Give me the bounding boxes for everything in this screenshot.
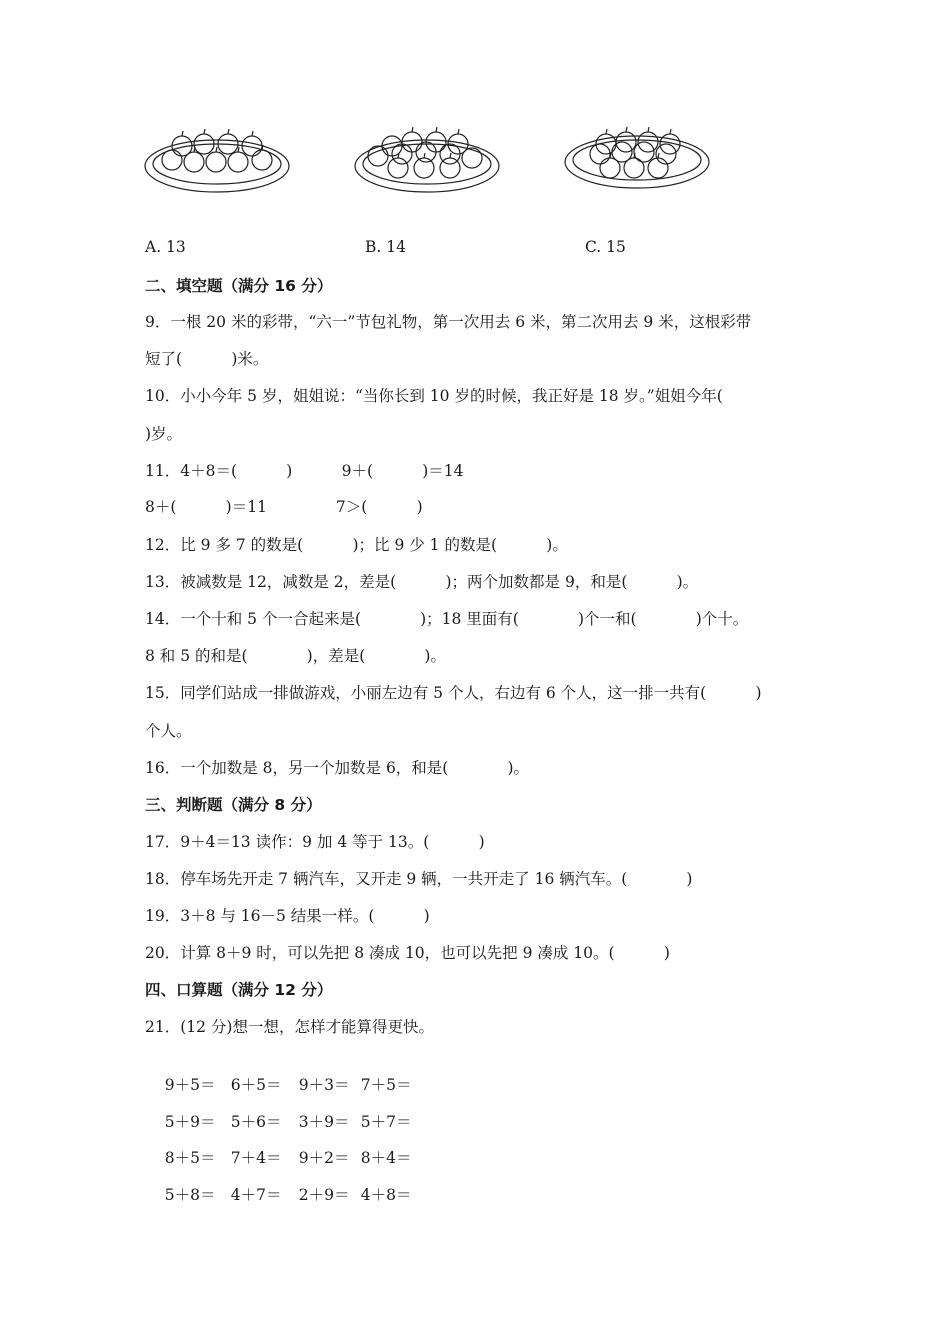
arithmetic-item: 9＋2＝ <box>298 1149 350 1167</box>
option-a: A. 13 <box>145 238 186 256</box>
question-11-line2: 8＋( )＝11 7＞( ) <box>145 498 423 516</box>
apple-plates-illustration <box>140 118 740 208</box>
arithmetic-row <box>145 1165 411 1223</box>
section3-heading: 三、判断题（满分 8 分） <box>145 796 322 814</box>
question-16: 16．一个加数是 8，另一个加数是 6，和是( )。 <box>145 759 530 777</box>
arithmetic-item: 9＋3＝ <box>298 1076 350 1094</box>
arithmetic-item: 9＋5＝ <box>164 1076 216 1094</box>
arithmetic-item: 7＋5＝ <box>360 1076 412 1094</box>
question-19: 19．3＋8 与 16－5 结果一样。( ) <box>145 907 430 925</box>
arithmetic-item: 6＋5＝ <box>230 1076 282 1094</box>
plate-c-image <box>562 118 712 198</box>
option-c: C. 15 <box>585 238 626 256</box>
question-20: 20．计算 8＋9 时，可以先把 8 凑成 10，也可以先把 9 凑成 10。( ) <box>145 944 670 962</box>
question-21: 21．(12 分)想一想，怎样才能算得更快。 <box>145 1018 434 1036</box>
question-18: 18．停车场先开走 7 辆汽车，又开走 9 辆，一共开走了 16 辆汽车。( ) <box>145 870 693 888</box>
arithmetic-item: 3＋9＝ <box>298 1113 350 1131</box>
arithmetic-item: 5＋9＝ <box>164 1113 216 1131</box>
question-14-line1: 14．一个十和 5 个一合起来是( )；18 里面有( )个一和( )个十。 <box>145 610 749 628</box>
arithmetic-item: 4＋7＝ <box>230 1186 282 1204</box>
plate-b-image <box>352 118 502 198</box>
question-11-line1: 11．4＋8＝( ) 9＋( )＝14 <box>145 462 464 480</box>
arithmetic-item: 8＋4＝ <box>360 1149 412 1167</box>
arithmetic-item: 5＋6＝ <box>230 1113 282 1131</box>
arithmetic-item: 2＋9＝ <box>298 1186 350 1204</box>
arithmetic-item: 5＋7＝ <box>360 1113 412 1131</box>
question-12: 12．比 9 多 7 的数是( )；比 9 少 1 的数是( )。 <box>145 536 568 554</box>
question-9-line2: 短了( )米。 <box>145 350 269 368</box>
question-13: 13．被减数是 12，减数是 2，差是( )；两个加数都是 9，和是( )。 <box>145 573 699 591</box>
option-b: B. 14 <box>365 238 406 256</box>
question-15-line2: 个人。 <box>145 722 192 740</box>
arithmetic-item: 5＋8＝ <box>164 1186 216 1204</box>
section2-heading: 二、填空题（满分 16 分） <box>145 277 333 295</box>
section4-heading: 四、口算题（满分 12 分） <box>145 981 333 999</box>
question-17: 17．9＋4＝13 读作：9 加 4 等于 13。( ) <box>145 833 485 851</box>
arithmetic-item: 4＋8＝ <box>360 1186 412 1204</box>
arithmetic-item: 7＋4＝ <box>230 1149 282 1167</box>
question-10-line2: )岁。 <box>145 425 183 443</box>
question-9-line1: 9．一根 20 米的彩带，“六一”节包礼物，第一次用去 6 米，第二次用去 9 米，这根彩带 <box>145 313 752 331</box>
plate-a-image <box>142 118 292 198</box>
arithmetic-item: 8＋5＝ <box>164 1149 216 1167</box>
question-15-line1: 15．同学们站成一排做游戏，小丽左边有 5 个人，右边有 6 个人，这一排一共有( ) <box>145 684 762 702</box>
question-14-line2: 8 和 5 的和是( )，差是( )。 <box>145 647 446 665</box>
question-10-line1: 10．小小今年 5 岁，姐姐说：“当你长到 10 岁的时候，我正好是 18 岁。”姐姐今年( <box>145 387 723 405</box>
